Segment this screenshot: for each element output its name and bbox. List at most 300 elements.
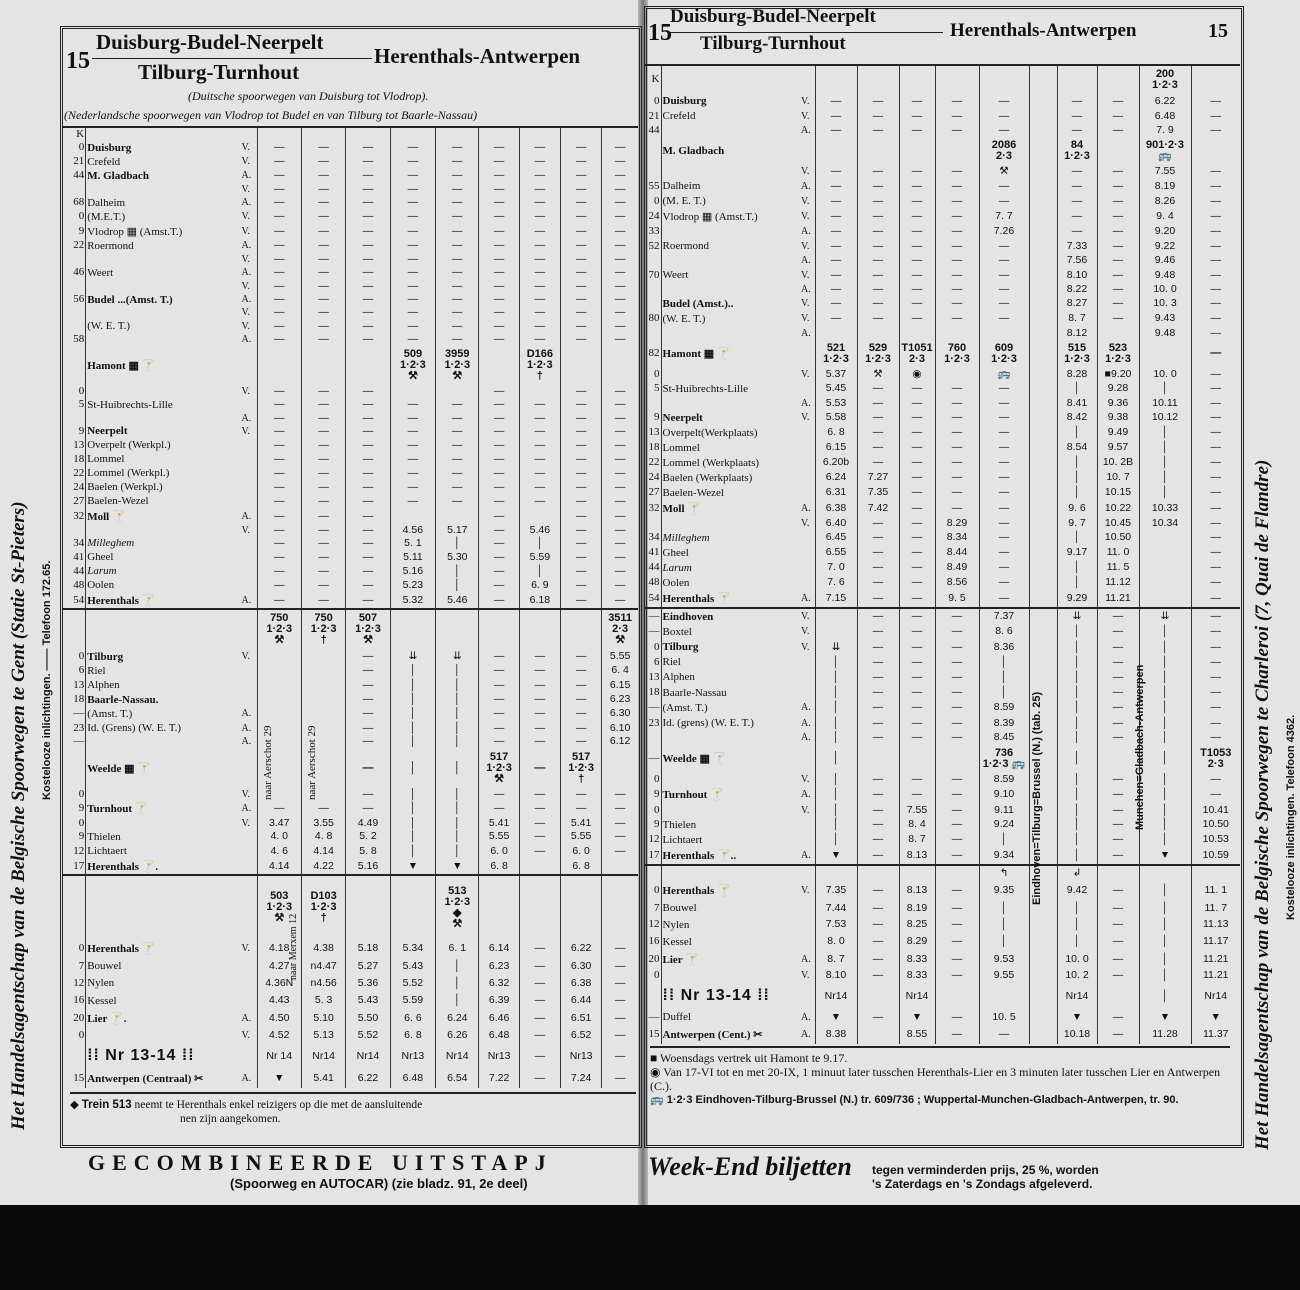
time-cell: — [899,194,935,209]
timetable [63,876,638,1088]
station-name: Weelde ▦ 🍸 [661,745,800,773]
time-cell: Nr14 [436,1044,479,1070]
weekend-tickets-title: Week-End biljetten [648,1152,852,1181]
time-cell: 6.22 [346,1069,390,1088]
station-name [86,817,241,830]
time-cell: — [390,452,435,466]
arrival-departure-mark [800,655,815,670]
station-name: Herenthals 🍸 [86,592,241,608]
timetable [63,128,638,608]
time-cell: │ [390,721,435,735]
time-cell: — [479,253,519,266]
time-cell: — [602,412,638,425]
timetable-row [645,311,1240,326]
arrival-departure-mark: A. [801,1011,811,1023]
timetable-row [645,410,1240,425]
time-cell: — [602,801,638,817]
time-cell: — [301,536,345,550]
time-cell: 9.10 [979,787,1029,803]
time-cell: — [935,817,979,832]
km-distance: 16 [648,935,660,948]
timetable-row [645,1026,1240,1044]
time-cell: — [857,296,899,311]
time-cell: 6.15 [815,440,857,455]
station-name [86,333,241,346]
time-cell: │ [1139,716,1191,731]
time-cell: — [979,517,1029,531]
station-name [661,773,800,787]
time-cell: 11. 0 [1097,545,1139,560]
km-distance: 12 [648,833,660,846]
timetable-row [645,425,1240,440]
time-cell: — [1097,900,1139,917]
time-cell: 9.53 [979,950,1029,968]
right-title-line2: Tilburg-Turnhout [700,33,846,54]
time-cell: — [602,293,638,307]
time-cell: │ [1139,381,1191,396]
arrival-departure-mark [241,844,258,858]
time-cell: — [479,678,519,692]
time-cell: — [301,210,345,224]
station-name [661,396,800,410]
time-cell: — [1191,239,1240,254]
time-cell: — [519,649,560,663]
time-cell: — [857,916,899,933]
time-cell: — [346,524,390,537]
km-distance: 6 [654,655,660,668]
time-cell: — [857,670,899,685]
time-cell: — [1057,194,1097,209]
time-cell: 7.35 [857,485,899,500]
time-cell [1029,137,1057,165]
station-name: Herenthals 🍸 [661,590,800,607]
time-cell: 10. 7 [1097,470,1139,485]
time-cell: — [560,578,601,592]
time-cell: — [1097,933,1139,950]
time-cell: — [560,649,601,663]
timetable-row [645,381,1240,396]
time-cell: — [1191,545,1240,560]
time-cell: — [257,307,301,320]
time-cell: Nr 14 [257,1044,301,1070]
time-cell: 8.36 [979,639,1029,654]
time-cell: — [602,536,638,550]
time-cell: — [1097,670,1139,685]
km-distance: 24 [73,480,85,493]
time-cell: — [346,183,390,196]
time-cell: — [436,412,479,425]
time-cell: — [257,266,301,280]
time-cell: — [390,319,435,333]
time-cell: 7.22 [479,1069,519,1088]
km-distance [63,307,86,320]
timetable-row [645,326,1240,340]
time-cell: — [857,803,899,817]
time-cell: — [390,280,435,293]
station-name [661,731,800,745]
timetable-row [645,470,1240,485]
time-cell: — [815,254,857,268]
time-cell: 4.56 [390,524,435,537]
time-cell: — [301,480,345,494]
time-cell: 5.18 [346,939,390,958]
time-cell: — [1191,575,1240,590]
right-margin-sub [1282,640,1300,920]
time-cell: — [857,1009,899,1026]
time-cell: │ [1139,745,1191,773]
time-cell: — [519,466,560,480]
time-cell: — [346,438,390,452]
km-distance: 33 [648,225,660,238]
time-cell: — [390,266,435,280]
time-cell: — [346,293,390,307]
time-cell [857,1026,899,1044]
time-cell: — [560,253,601,266]
time-cell: — [301,494,345,508]
station-name: Weert [661,268,800,283]
time-cell [1097,326,1139,340]
time-cell: — [857,194,899,209]
time-cell: — [257,319,301,333]
time-cell: — [899,590,935,607]
time-cell: — [1191,500,1240,516]
station-name [661,283,800,297]
time-cell: — [979,109,1029,124]
time-cell [935,866,979,881]
time-cell: │ [1057,470,1097,485]
km-distance [63,749,86,788]
time-cell [1029,1026,1057,1044]
time-cell: — [519,844,560,858]
time-cell [979,326,1029,340]
time-cell: — [301,398,345,412]
time-cell: 4. 6 [257,844,301,858]
time-cell: 8. 6 [979,624,1029,639]
time-cell: 6.24 [815,470,857,485]
km-distance [645,517,661,531]
arrival-departure-mark [800,560,815,575]
time-cell: 8.13 [899,881,935,899]
time-cell: 9.28 [1097,381,1139,396]
time-cell: 8.34 [935,530,979,545]
time-cell: — [602,975,638,992]
time-cell: — [602,307,638,320]
time-cell: — [519,280,560,293]
time-cell [935,745,979,773]
time-cell: — [935,639,979,654]
km-distance: 23 [648,716,660,729]
time-cell: — [479,524,519,537]
time-cell: — [560,210,601,224]
station-name: Alphen [86,678,241,692]
time-cell [1029,94,1057,109]
time-cell: — [257,578,301,592]
arrival-departure-mark: A. [801,789,811,801]
timetable-row [645,340,1240,368]
time-cell: — [935,94,979,109]
time-cell: — [560,788,601,801]
time-cell: 9. 5 [935,590,979,607]
time-cell: ◉ [899,368,935,382]
time-cell: — [346,266,390,280]
time-cell [1139,560,1191,575]
time-cell: 9.46 [1139,254,1191,268]
km-distance: 56 [73,293,85,306]
time-cell: — [1097,716,1139,731]
arrival-departure-mark: A. [801,283,811,295]
time-cell: — [857,575,899,590]
timetable-row [645,283,1240,297]
time-cell: — [1097,832,1139,847]
time-cell [346,346,390,385]
time-cell: 7.55 [1139,165,1191,179]
time-cell: — [602,508,638,523]
time-cell: 6.52 [560,1028,601,1044]
timetable-row [645,968,1240,983]
km-distance: 7 [654,901,660,914]
time-cell: — [899,655,935,670]
time-cell: 8.29 [899,933,935,950]
station-name [86,385,241,398]
time-cell: 4.49 [346,817,390,830]
km-distance: 58 [73,333,85,346]
time-cell: — [857,590,899,607]
time-cell [1097,66,1139,94]
time-cell: — [257,196,301,210]
time-cell [346,876,390,939]
time-cell [815,624,857,639]
right-title-right: Herenthals-Antwerpen [950,20,1137,41]
time-cell: │ [436,992,479,1009]
time-cell: — [899,624,935,639]
km-distance [645,984,661,1009]
timetable-row [63,438,638,452]
arrival-departure-mark: A. [801,953,811,965]
time-cell: │ [436,678,479,692]
arrival-departure-mark [800,470,815,485]
time-cell: │ [436,564,479,578]
time-cell: — [1191,194,1240,209]
time-cell: 9.43 [1139,311,1191,326]
time-cell: — [899,545,935,560]
timetable-row [63,830,638,844]
station-name [86,412,241,425]
timetable-row [63,536,638,550]
time-cell: │ [1139,900,1191,917]
time-cell: 750 1·2·3 ⚒ [257,610,301,649]
time-cell: 8. 7 [899,832,935,847]
time-cell: ■9.20 [1097,368,1139,382]
time-cell: 6.48 [1139,109,1191,124]
time-cell: — [979,239,1029,254]
time-cell: — [519,293,560,307]
right-table-number: 15 [648,20,672,46]
station-name: Lichtaert [86,844,241,858]
time-cell [1097,866,1139,881]
time-cell: 4. 0 [257,830,301,844]
timetable-row [63,196,638,210]
station-name: Thielen [86,830,241,844]
time-cell: — [935,124,979,138]
time-cell: 5.58 [815,410,857,425]
km-distance: 12 [73,976,85,989]
right-margin-subtext: Kostelooze inlichtingen. Telefoon 4362. [1285,714,1297,920]
time-cell: 8. 0 [815,933,857,950]
time-cell: — [346,788,390,801]
arrival-departure-mark [241,128,258,141]
time-cell: — [979,194,1029,209]
arrival-departure-mark [241,480,258,494]
time-cell: — [560,564,601,578]
km-distance: 0 [654,194,660,207]
timetable-row [63,210,638,224]
arrival-departure-mark [241,858,258,874]
time-cell: │ [1139,470,1191,485]
km-distance: — [648,701,660,714]
timetable-row [645,137,1240,165]
time-cell [1029,517,1057,531]
time-cell: 7.15 [815,590,857,607]
time-cell: — [301,564,345,578]
time-cell: │ [436,707,479,721]
left-title-right: Herenthals-Antwerpen [374,44,581,68]
time-cell: — [479,183,519,196]
time-cell: — [1191,179,1240,194]
arrival-departure-mark: V. [241,183,250,195]
time-cell: — [346,452,390,466]
arrival-departure-mark [800,745,815,773]
time-cell: — [436,210,479,224]
timetable-row [63,398,638,412]
arrival-departure-mark [800,455,815,470]
time-cell: Nr14 [301,1044,345,1070]
time-cell: — [479,721,519,735]
time-cell: 901·2·3 🚌 [1139,137,1191,165]
timetable-row [63,128,638,141]
time-cell: │ [519,564,560,578]
time-cell: 10.33 [1139,500,1191,516]
arrival-departure-mark: V. [801,804,810,816]
arrival-departure-mark: V. [801,611,810,623]
station-name: Baelen (Werkplaats) [661,470,800,485]
time-cell: 760 1·2·3 [935,340,979,368]
time-cell: — [602,141,638,155]
time-cell: — [979,410,1029,425]
time-cell: 529 1·2·3 [857,340,899,368]
time-cell: │ [1139,817,1191,832]
time-cell: — [1097,773,1139,787]
time-cell: 507 1·2·3 ⚒ [346,610,390,649]
km-distance: 55 [648,179,660,192]
time-cell: │ [1057,847,1097,864]
time-cell: — [899,470,935,485]
time-cell: — [560,508,601,523]
arrival-departure-mark [800,381,815,396]
time-cell: 10. 2B [1097,455,1139,470]
time-cell: — [257,536,301,550]
arrival-departure-mark: V. [801,641,810,653]
time-cell: — [857,832,899,847]
time-cell: — [935,881,979,899]
time-cell: 8.59 [979,773,1029,787]
time-cell: — [1191,268,1240,283]
time-cell: — [479,438,519,452]
arrival-departure-mark [241,550,258,564]
time-cell: │ [1139,639,1191,654]
station-name: Moll 🍸 [661,500,800,516]
timetable-row [645,590,1240,607]
arrival-departure-mark [241,346,258,385]
time-cell: │ [1139,968,1191,983]
timetable-row [63,788,638,801]
time-cell: — [935,485,979,500]
time-cell: — [899,773,935,787]
time-cell [935,984,979,1009]
arrival-departure-mark [241,830,258,844]
time-cell: — [560,438,601,452]
timetable-row [645,933,1240,950]
station-name [86,307,241,320]
km-distance: 12 [73,844,85,857]
time-cell: — [257,155,301,169]
time-cell [1029,268,1057,283]
time-cell: — [602,424,638,438]
km-distance: 13 [73,438,85,451]
time-cell: 10.53 [1191,832,1240,847]
time-cell: 6. 0 [479,844,519,858]
time-cell: — [1097,655,1139,670]
time-cell: — [899,109,935,124]
timetable-row [63,975,638,992]
time-cell: — [301,412,345,425]
time-cell: — [1191,517,1240,531]
time-cell: — [602,169,638,183]
arrival-departure-mark: V. [241,425,250,437]
time-cell: 4.36N [257,975,301,992]
time-cell: 9.11 [979,803,1029,817]
time-cell: 8. 7 [1057,311,1097,326]
time-cell: — [602,480,638,494]
time-cell: — [857,950,899,968]
time-cell: 7.27 [857,470,899,485]
time-cell: — [1097,1009,1139,1026]
time-cell: — [857,179,899,194]
km-distance: 15 [648,1028,660,1041]
timetable-row [63,183,638,196]
timetable-row [63,385,638,398]
time-cell [301,128,345,141]
time-cell: │ [815,817,857,832]
station-name: Antwerpen (Centraal) ✂ [86,1069,241,1088]
km-distance: 15 [73,1072,85,1085]
time-cell: — [857,847,899,864]
time-cell: 8.56 [935,575,979,590]
time-cell: 8.49 [935,560,979,575]
time-cell: 6. 8 [560,858,601,874]
km-distance [63,412,86,425]
time-cell: — [519,480,560,494]
time-cell: 6. 0 [560,844,601,858]
time-cell: │ [815,716,857,731]
time-cell: — [899,268,935,283]
time-cell: — [899,700,935,715]
time-cell: 11. 7 [1191,900,1240,917]
time-cell: 6.38 [560,975,601,992]
km-distance: 34 [73,536,85,549]
timetable-row [645,866,1240,881]
km-distance: 0 [78,210,85,223]
time-cell: — [479,319,519,333]
